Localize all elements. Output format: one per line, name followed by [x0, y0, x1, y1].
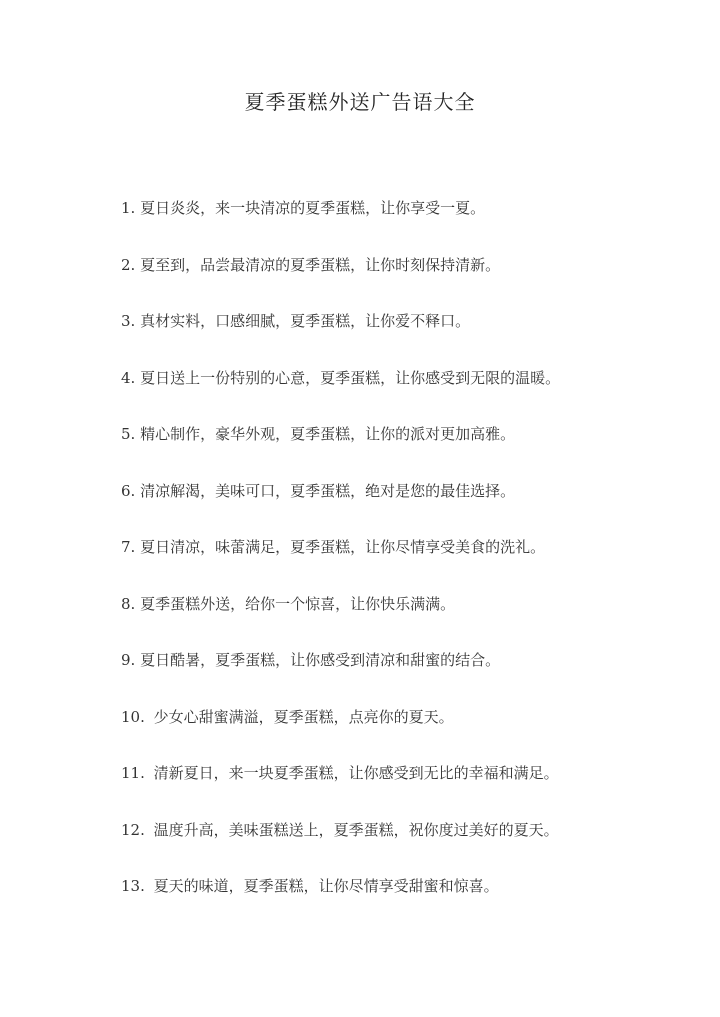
item-text: 精心制作，豪华外观，夏季蛋糕，让你的派对更加高雅。: [140, 425, 516, 443]
item-text: 夏日送上一份特别的心意，夏季蛋糕，让你感受到无限的温暖。: [140, 368, 561, 387]
item-text: 清新夏日，来一块夏季蛋糕，让你感受到无比的幸福和满足。: [153, 764, 559, 782]
item-number: 3.: [121, 312, 136, 330]
list-item: [121, 820, 681, 877]
document-title: 夏季蛋糕外送广告语大全: [244, 90, 476, 114]
list-item: [121, 424, 681, 481]
item-text: 夏天的味道，夏季蛋糕，让你尽情享受甜蜜和惊喜。: [153, 877, 499, 895]
list-item: [121, 255, 681, 312]
list-item: [121, 763, 681, 820]
list-item: [121, 707, 681, 764]
item-text: 夏至到，品尝最清凉的夏季蛋糕，让你时刻保持清新。: [140, 255, 501, 274]
item-number: 8.: [121, 594, 136, 613]
slogan-list: [121, 198, 681, 933]
list-item: [121, 876, 681, 933]
item-number: 12.: [121, 820, 145, 839]
item-number: 11.: [121, 764, 145, 782]
list-item: [121, 537, 681, 594]
item-text: 夏季蛋糕外送，给你一个惊喜，让你快乐满满。: [140, 594, 456, 613]
item-number: 6.: [121, 481, 136, 500]
item-number: 2.: [121, 255, 136, 274]
list-item: [121, 650, 681, 707]
item-text: 真材实料，口感细腻，夏季蛋糕，让你爱不释口。: [140, 312, 471, 330]
list-item: [121, 368, 681, 425]
item-number: 13.: [121, 877, 145, 895]
item-text: 温度升高，美味蛋糕送上，夏季蛋糕，祝你度过美好的夏天。: [153, 820, 559, 839]
list-item: [121, 481, 681, 538]
item-number: 9.: [121, 651, 136, 669]
item-number: 1.: [121, 199, 136, 217]
item-number: 7.: [121, 538, 136, 556]
list-item: [121, 198, 681, 255]
item-number: 4.: [121, 368, 136, 387]
item-text: 夏日清凉，味蕾满足，夏季蛋糕，让你尽情享受美食的洗礼。: [140, 538, 546, 556]
item-text: 夏日炎炎，来一块清凉的夏季蛋糕，让你享受一夏。: [140, 199, 486, 217]
item-text: 少女心甜蜜满溢，夏季蛋糕，点亮你的夏天。: [153, 707, 454, 726]
item-text: 夏日酷暑，夏季蛋糕，让你感受到清凉和甜蜜的结合。: [140, 651, 501, 669]
list-item: [121, 594, 681, 651]
list-item: [121, 311, 681, 368]
item-number: 5.: [121, 425, 136, 443]
item-text: 清凉解渴，美味可口，夏季蛋糕，绝对是您的最佳选择。: [140, 481, 516, 500]
item-number: 10.: [121, 707, 145, 726]
